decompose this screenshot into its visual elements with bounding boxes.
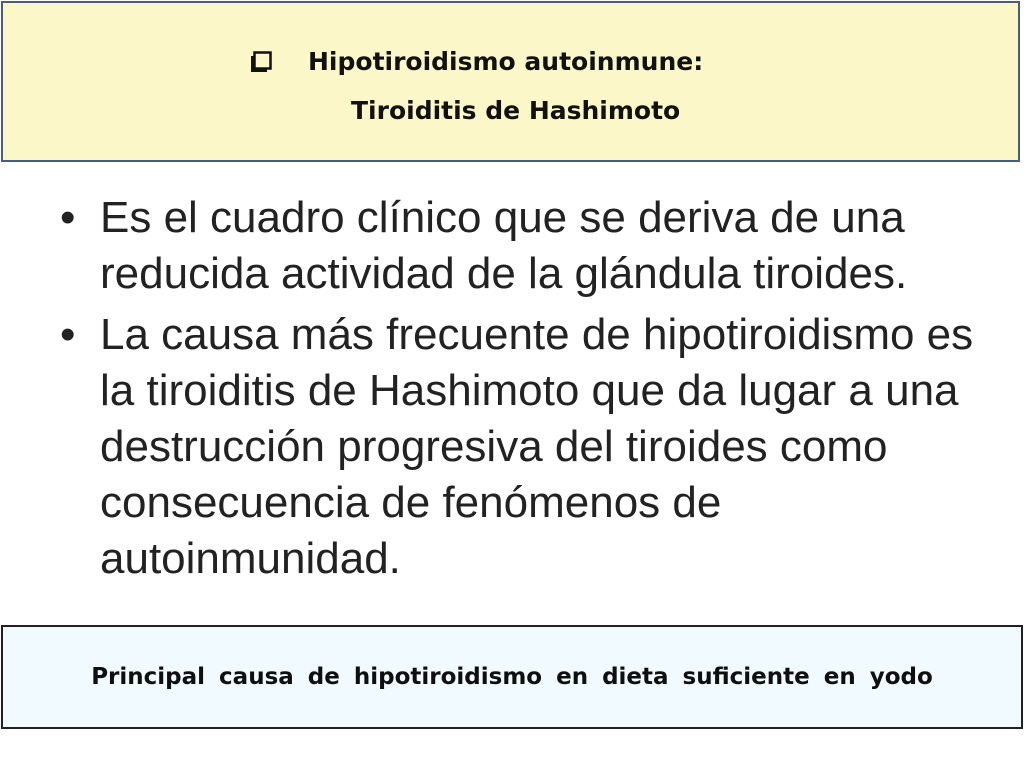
- bullet-dot: •: [60, 193, 76, 242]
- checkbox-square-icon: [250, 51, 272, 73]
- title-box: [1, 1, 1020, 162]
- bullet-text: La causa más frecuente de hipotiroidismo es la tiroiditis de Hashimoto que da lugar a una destrucción progresiva del tiroides como consecuencia de fenómenos de autoinmunidad.: [100, 310, 974, 583]
- page-title-line-1: Hipotiroidismo autoinmune:: [308, 47, 704, 76]
- bullet-item: [60, 190, 1000, 302]
- bullet-list: [60, 190, 1000, 587]
- page-title-line-2: Tiroiditis de Hashimoto: [351, 96, 681, 125]
- footer-box: [1, 625, 1023, 729]
- bullet-dot: •: [60, 310, 76, 359]
- bullet-item: [60, 307, 1000, 587]
- footer-text: Principal causa de hipotiroidismo en dieta suficiente en yodo: [91, 664, 933, 690]
- bullet-text: Es el cuadro clínico que se deriva de una reducida actividad de la glándula tiroides.: [100, 193, 908, 298]
